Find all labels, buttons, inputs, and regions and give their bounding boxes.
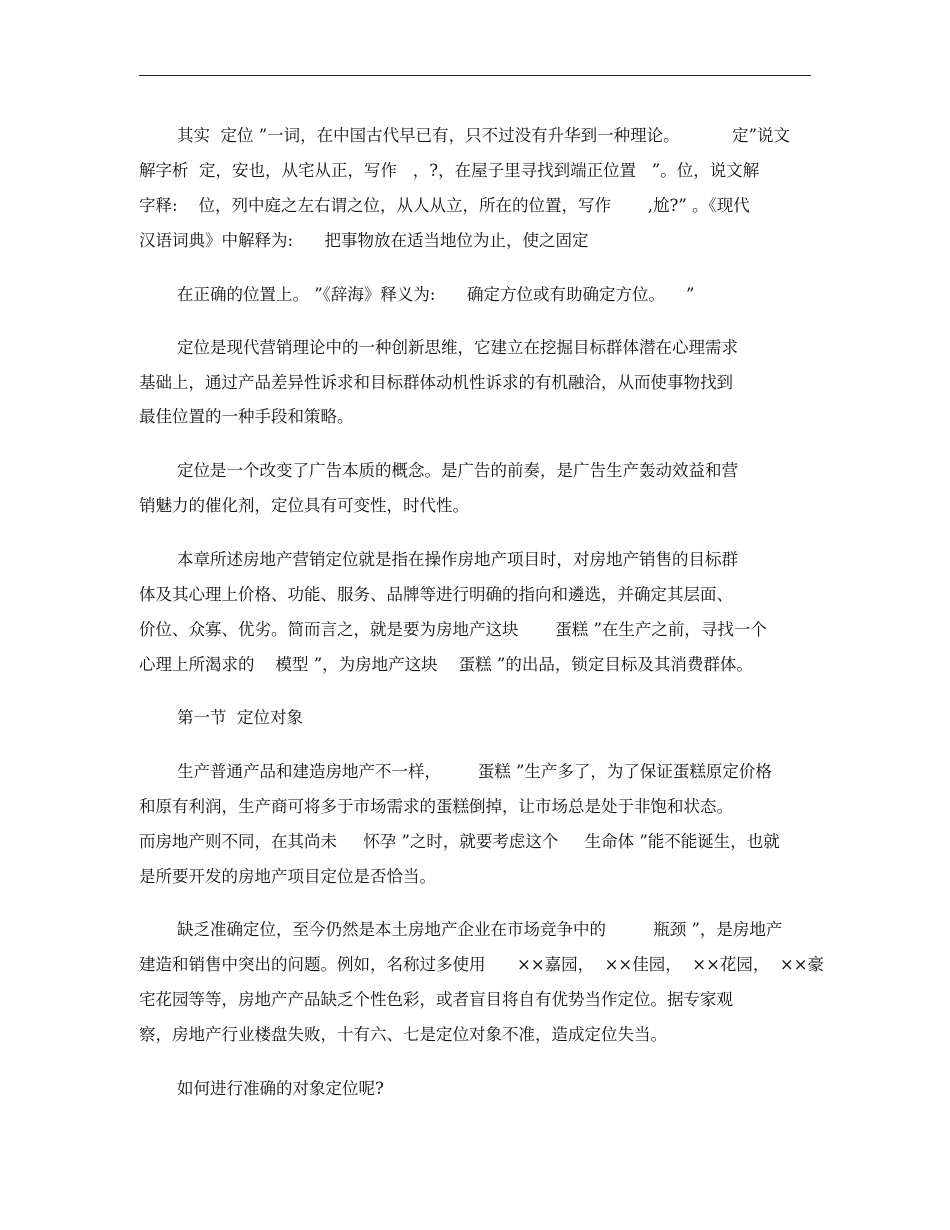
paragraph-line: 如何进行准确的对象定位呢?	[177, 1079, 384, 1098]
paragraph-line: 其实 定位 ”一词，在中国古代早已有，只不过没有升华到一种理论。 定”说文	[177, 126, 791, 145]
paragraph-line: 而房地产则不同，在其尚未 怀孕 ”之时，就要考虑这个 生命体 ”能不能诞生，也就	[139, 832, 780, 851]
paragraph-line: 察，房地产行业楼盘失败，十有六、七是定位对象不准，造成定位失当。	[139, 1025, 667, 1044]
paragraph-line: 心理上所渴求的 模型 ”，为房地产这块 蛋糕 ”的出品，锁定目标及其消费群体。	[139, 655, 753, 674]
paragraph-line: 汉语词典》中解释为: 把事物放在适当地位为止，使之固定	[139, 231, 589, 250]
paragraph-line: 最佳位置的一种手段和策略。	[139, 407, 354, 426]
paragraph-line: 本章所述房地产营销定位就是指在操作房地产项目时，对房地产销售的目标群	[177, 550, 738, 569]
paragraph-line: 缺乏准确定位，至今仍然是本土房地产企业在市场竞争中的 瓶颈 ”，是房地产	[177, 920, 783, 939]
paragraph-line: 销魅力的催化剂，定位具有可变性，时代性。	[139, 496, 469, 515]
paragraph-line: 价位、众寡、优劣。简而言之，就是要为房地产这块 蛋糕 ”在生产之前，寻找一个	[139, 620, 767, 639]
paragraph-line: 建造和销售中突出的问题。例如，名称过多使用 ××嘉园， ××佳园， ××花园， ××豪	[139, 955, 825, 974]
header-rule	[139, 75, 811, 76]
paragraph-line: 生产普通产品和建造房地产不一样， 蛋糕 ”生产多了，为了保证蛋糕原定价格	[177, 762, 772, 781]
paragraph-line: 在正确的位置上。 ”《辞海》释义为: 确定方位或有助确定方位。 ”	[177, 285, 695, 304]
paragraph-line: 定位是现代营销理论中的一种创新思维，它建立在挖掘目标群体潜在心理需求	[177, 338, 738, 357]
section-heading: 第一节 定位对象	[177, 708, 303, 727]
paragraph-line: 基础上，通过产品差异性诉求和目标群体动机性诉求的有机融洽，从而使事物找到	[139, 373, 733, 392]
paragraph-line: 解字析 定，安也，从宅从正，写作 ，?，在屋子里寻找到端正位置 ”。位，说文解	[139, 161, 760, 180]
paragraph-line: 字释: 位，列中庭之左右谓之位，从人从立，所在的位置，写作 ,尬?” 。《现代	[139, 196, 750, 215]
paragraph-line: 定位是一个改变了广告本质的概念。是广告的前奏，是广告生产轰动效益和营	[177, 461, 738, 480]
paragraph-line: 体及其心理上价格、功能、服务、品牌等进行明确的指向和遴选，并确定其层面、	[139, 585, 733, 604]
paragraph-line: 宅花园等等，房地产产品缺乏个性色彩，或者盲目将自有优势当作定位。据专家观	[139, 990, 733, 1009]
paragraph-line: 和原有利润，生产商可将多于市场需求的蛋糕倒掉，让市场总是处于非饱和状态。	[139, 797, 733, 816]
paragraph-line: 是所要开发的房地产项目定位是否恰当。	[139, 867, 436, 886]
